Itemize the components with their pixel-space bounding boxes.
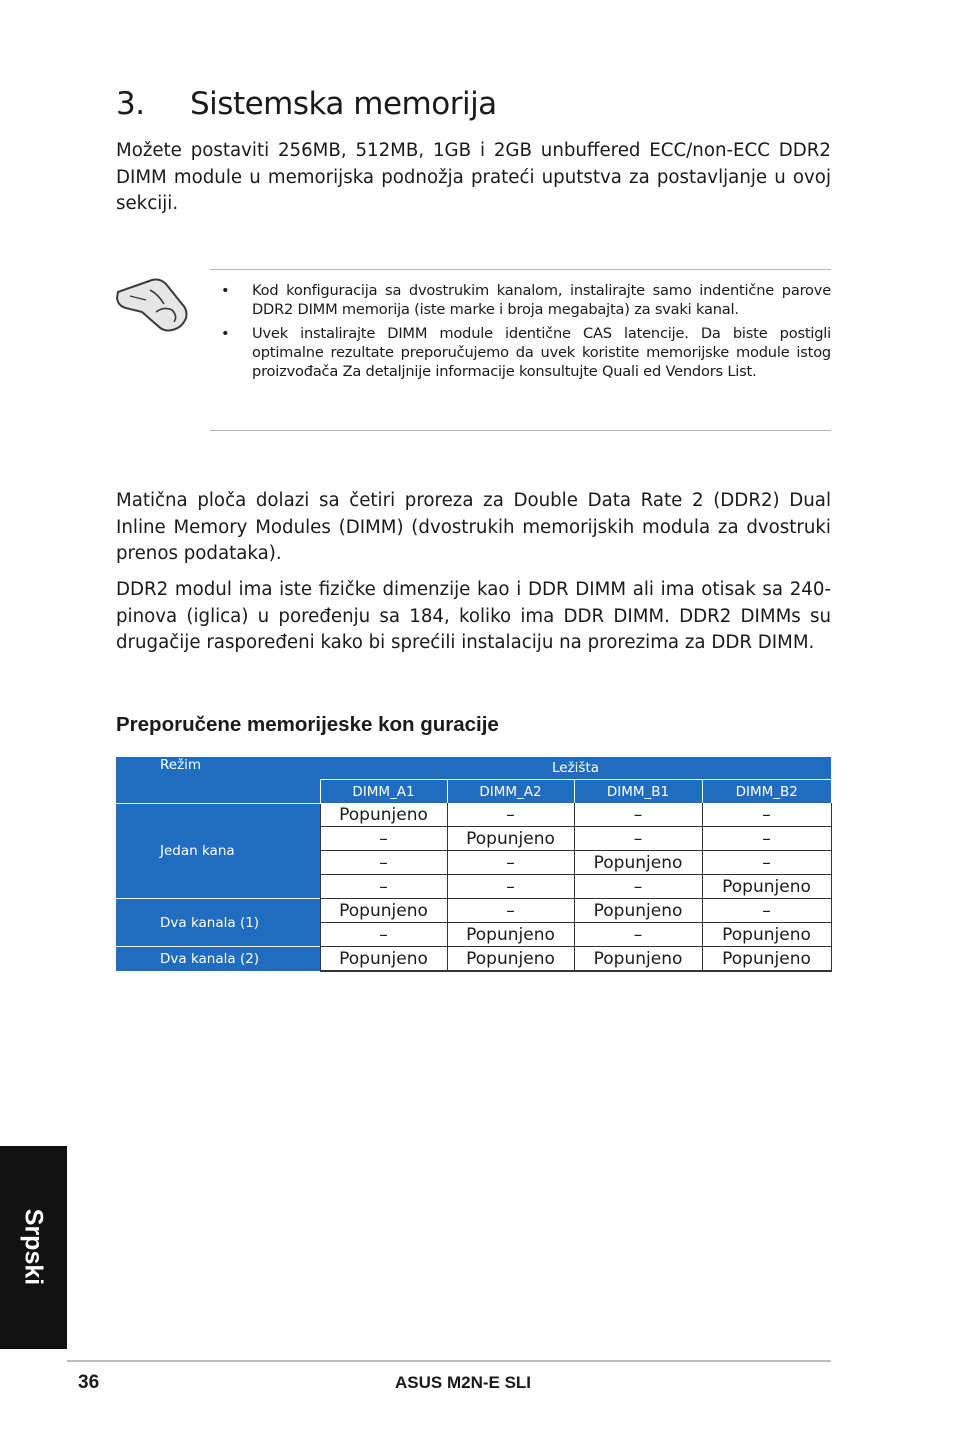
table-cell: Popunjeno — [702, 923, 831, 947]
language-side-tab — [0, 1146, 67, 1349]
note-item — [210, 281, 831, 319]
table-row — [116, 899, 831, 923]
mode-label: Jedan kana — [116, 803, 320, 899]
table-cell: – — [320, 851, 447, 875]
slots-column-header: Ležišta — [320, 757, 831, 780]
ddr2-paragraph: DDR2 modul ima iste fizičke dimenzije kao i DDR DIMM ali ima otisak sa 240-pinova (iglica) u poređenju sa 184, koliko ima DDR DIMM. DDR2 DIMMs su drugačije raspoređeni kako bi sprećili instalaciju na prorezima za DDR DIMM. — [116, 579, 831, 653]
section-heading — [116, 86, 497, 122]
table-cell: Popunjeno — [447, 827, 574, 851]
hand-pointing-icon — [112, 276, 192, 336]
table-cell: – — [574, 875, 702, 899]
table-cell: – — [320, 875, 447, 899]
note-item — [210, 324, 831, 381]
section-title: Sistemska memorija — [190, 86, 497, 122]
column-header: DIMM_A2 — [447, 780, 574, 804]
intro-paragraph: Možete postaviti 256MB, 512MB, 1GB i 2GB unbuffered ECC/non-ECC DDR2 DIMM module u memorijska podnožja prateći uputstva za postavljanje u ovoj sekciji. — [116, 140, 831, 214]
table-cell: Popunjeno — [574, 899, 702, 923]
note-box — [210, 269, 831, 431]
footer-product-title: ASUS M2N-E SLI — [395, 1373, 532, 1392]
table-cell: – — [702, 851, 831, 875]
footer-divider — [67, 1360, 831, 1362]
table-cell: – — [320, 827, 447, 851]
table-cell: Popunjeno — [447, 923, 574, 947]
table-cell: – — [702, 899, 831, 923]
table-row — [116, 947, 831, 972]
memory-config-table — [116, 757, 832, 972]
table-cell: – — [702, 827, 831, 851]
table-cell: – — [574, 803, 702, 827]
language-label: Srpski — [19, 1208, 48, 1286]
table-cell: Popunjeno — [574, 851, 702, 875]
mode-label: Dva kanala (2) — [116, 947, 320, 972]
config-subheading: Preporučene memorijeske kon guracije — [116, 713, 499, 736]
mode-column-header: Režim — [116, 757, 320, 803]
column-header: DIMM_A1 — [320, 780, 447, 804]
table-cell: Popunjeno — [702, 875, 831, 899]
column-header: DIMM_B1 — [574, 780, 702, 804]
table-cell: Popunjeno — [574, 947, 702, 972]
section-number: 3. — [116, 86, 145, 122]
bullet: • — [221, 325, 230, 342]
table-cell: Popunjeno — [447, 947, 574, 972]
table-row — [116, 803, 831, 827]
table-cell: Popunjeno — [320, 899, 447, 923]
table-cell: – — [320, 923, 447, 947]
slots-paragraph: Matična ploča dolazi sa četiri proreza za Double Data Rate 2 (DDR2) Dual Inline Memory Modules (DIMM) (dvostrukih memorijskih modula za dvostruki prenos podataka). — [116, 490, 831, 564]
bullet: • — [221, 282, 230, 299]
table-cell: – — [447, 875, 574, 899]
table-cell: Popunjeno — [320, 947, 447, 972]
table-cell: – — [702, 803, 831, 827]
note-list — [210, 281, 831, 386]
column-header: DIMM_B2 — [702, 780, 831, 804]
table-cell: – — [447, 851, 574, 875]
table-cell: – — [447, 899, 574, 923]
table-cell: Popunjeno — [702, 947, 831, 972]
table-cell: – — [574, 923, 702, 947]
page-number: 36 — [78, 1372, 100, 1393]
table-cell: Popunjeno — [320, 803, 447, 827]
table-cell: – — [574, 827, 702, 851]
note-text: Uvek instalirajte DIMM module identične CAS latencije. Da biste postigli optimalne rezultate preporučujemo da uvek koristite memorijske module istog proizvođača Za detaljnije informacije konsultujte Quali ed Vendors List. — [252, 325, 831, 380]
note-text: Kod konfiguracija sa dvostrukim kanalom, instalirajte samo indentične parove DDR2 DIMM memorija (iste marke i broja megabajta) za svaki kanal. — [252, 282, 831, 318]
table-cell: – — [447, 803, 574, 827]
mode-label: Dva kanala (1) — [116, 899, 320, 947]
